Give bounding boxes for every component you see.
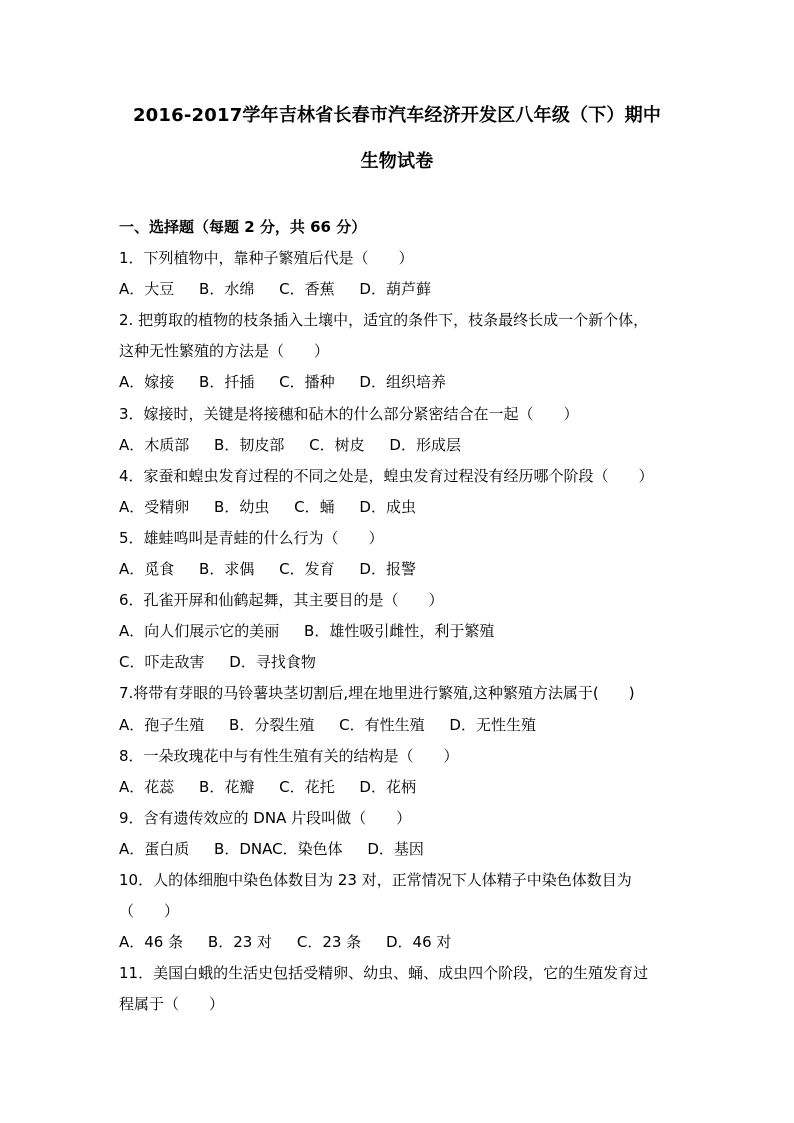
option-a: A．向人们展示它的美丽 [119,622,280,641]
question-2-options [119,367,689,398]
option-b: B．扦插 [199,373,255,392]
document-title-line-2: 生物试卷 [360,151,434,172]
option-d: D．报警 [359,560,416,579]
option-c: C．吓走敌害 [119,653,205,672]
option-c: C．发育 [279,560,335,579]
question-5-stem: 5．雄蛙鸣叫是青蛙的什么行为（ ） [119,528,384,547]
option-b: B．幼虫 [214,497,270,516]
question-8-options [119,772,689,803]
question-2-stem-line-2: 这种无性繁殖的方法是（ ） [119,342,330,361]
option-a: A．46 条 [119,933,184,952]
option-d: D．基因 [367,839,424,858]
option-b: B．分裂生殖 [229,715,315,734]
question-6-options-row-2 [119,647,689,678]
option-b: B．花瓣 [199,777,255,796]
question-9-stem: 9．含有遗传效应的 DNA 片段叫做（ ） [119,808,412,827]
option-c: C．花托 [279,777,335,796]
question-11-stem-line-1: 11．美国白蛾的生活史包括受精卵、幼虫、蛹、成虫四个阶段，它的生殖发育过 [119,964,649,983]
question-4-stem: 4．家蚕和蝗虫发育过程的不同之处是，蝗虫发育过程没有经历哪个阶段（ ） [119,466,654,485]
exam-content [119,212,689,1020]
option-a: A．花蕊 [119,777,175,796]
option-a: A．木质部 [119,435,190,454]
option-b: B．韧皮部 [214,435,285,454]
question-9-options [119,834,689,865]
option-a: A．受精卵 [119,497,190,516]
question-1-stem: 1．下列植物中，靠种子繁殖后代是（ ） [119,249,414,268]
document-title-line-1: 2016-2017学年吉林省长春市汽车经济开发区八年级（下）期中 [132,105,662,126]
option-d: D．形成层 [389,435,461,454]
option-a: A．孢子生殖 [119,715,205,734]
section-heading: 一、选择题（每题 2 分，共 66 分） [119,218,367,236]
option-d: D．花柄 [359,777,416,796]
option-c: C．23 条 [296,933,362,952]
question-3-options [119,430,689,461]
option-b: B．23 对 [207,933,273,952]
question-3-stem: 3．嫁接时，关键是将接穗和砧木的什么部分紧密结合在一起（ ） [119,404,579,423]
question-10-stem-line-2: （ ） [119,902,180,921]
question-7-stem: 7.将带有芽眼的马铃薯块茎切割后,埋在地里进行繁殖,这种繁殖方法属于( ) [119,684,635,703]
question-10-stem-line-1: 10．人的体细胞中染色体数目为 23 对，正常情况下人体精子中染色体数目为 [119,870,632,889]
question-1-options [119,274,689,305]
question-6-options-row-1 [119,616,689,647]
option-a: A．嫁接 [119,373,175,392]
question-6-stem: 6．孔雀开屏和仙鹤起舞，其主要目的是（ ） [119,591,444,610]
option-b: B．水绵 [199,280,255,299]
option-b: B．雄性吸引雌性，利于繁殖 [304,622,495,641]
option-a: A．觅食 [119,560,175,579]
question-4-options [119,492,689,523]
option-c: C．树皮 [309,435,365,454]
option-d: D．成虫 [359,497,416,516]
option-b-c: B．DNAC．染色体 [214,839,343,858]
option-c: C．蛹 [294,497,335,516]
option-d: D．寻找食物 [229,653,316,672]
question-8-stem: 8．一朵玫瑰花中与有性生殖有关的结构是（ ） [119,746,459,765]
option-a: A．蛋白质 [119,839,190,858]
option-b: B．求偶 [199,560,255,579]
question-7-options [119,710,689,741]
option-d: D．46 对 [385,933,452,952]
question-5-options [119,554,689,585]
question-10-options [119,927,689,958]
option-d: D．葫芦藓 [359,280,431,299]
option-c: C．播种 [279,373,335,392]
option-c: C．香蕉 [279,280,335,299]
option-a: A．大豆 [119,280,175,299]
question-11-stem-line-2: 程属于（ ） [119,995,225,1014]
option-d: D．组织培养 [359,373,446,392]
question-2-stem-line-1: 2. 把剪取的植物的枝条插入土壤中，适宜的条件下，枝条最终长成一个新个体， [119,311,649,330]
option-c: C．有性生殖 [339,715,425,734]
option-d: D．无性生殖 [449,715,536,734]
